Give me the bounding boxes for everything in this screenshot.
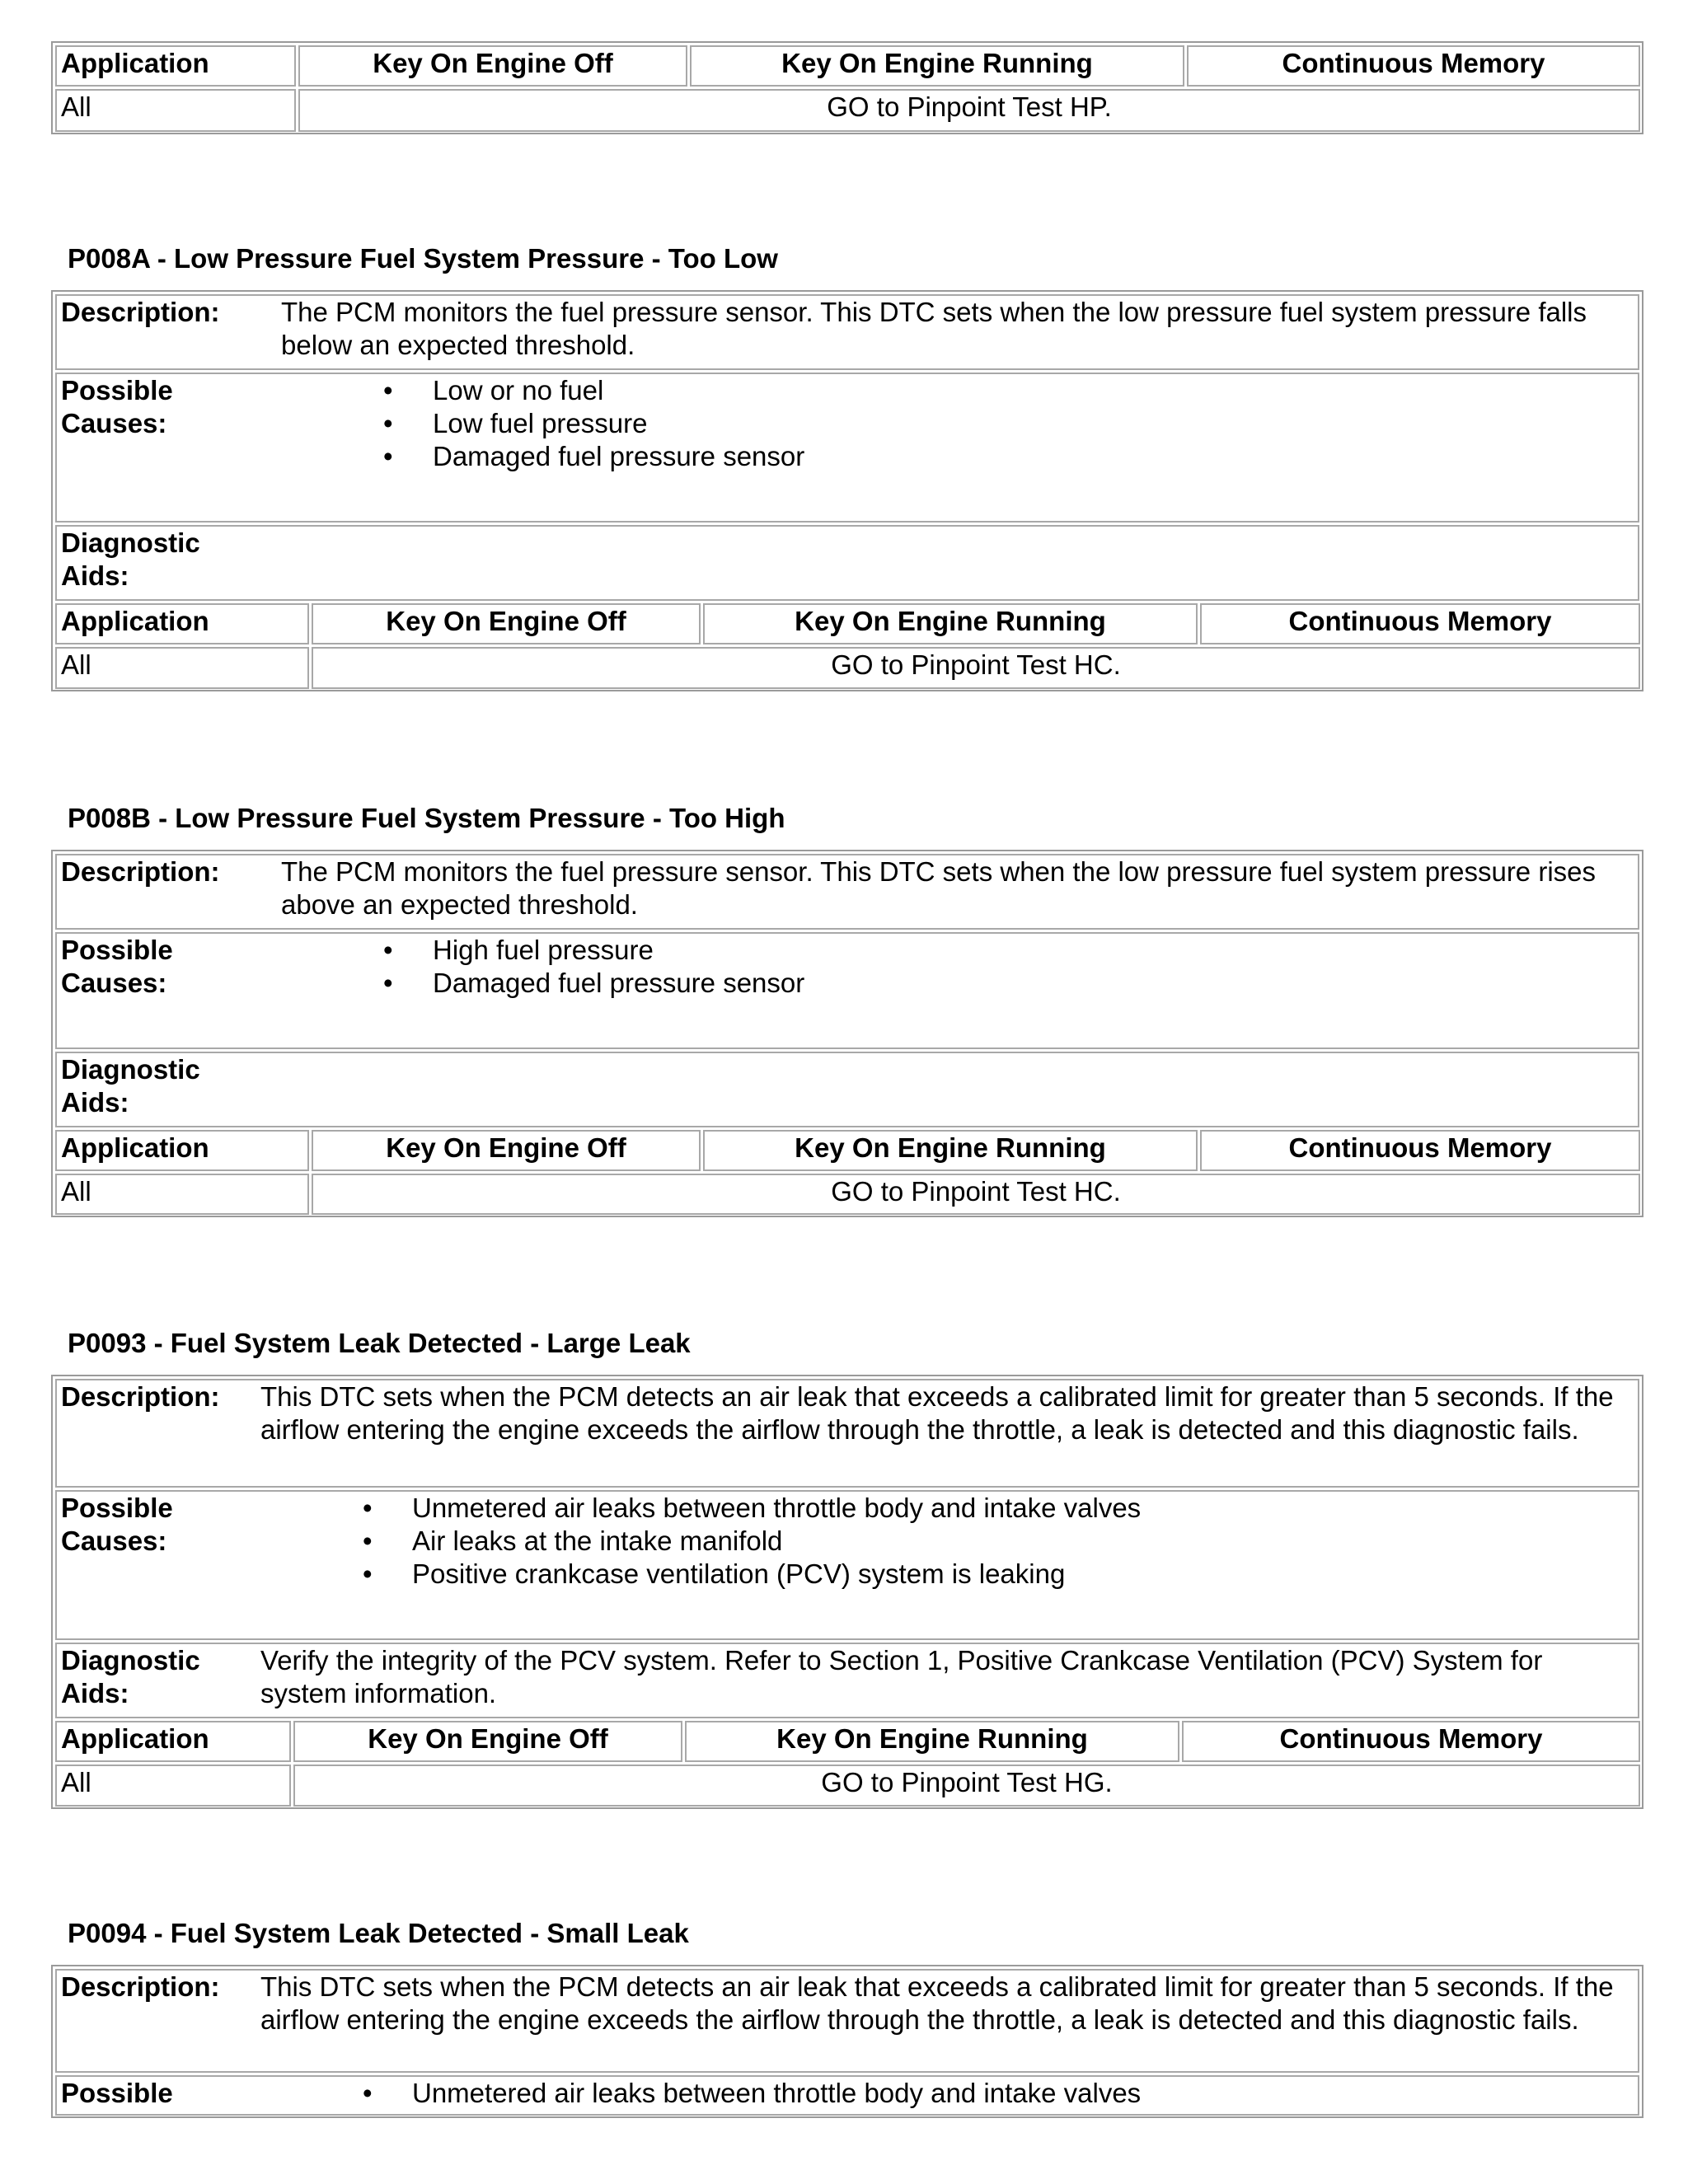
header-application: Application	[55, 45, 296, 87]
description-row	[55, 294, 1639, 370]
list-item: • Positive crankcase ventilation (PCV) system is leaking	[363, 1558, 1141, 1591]
description-row	[55, 1969, 1639, 2073]
dtc-table-p0094	[51, 1965, 1643, 2118]
header-continuous-memory: Continuous Memory	[1200, 1130, 1640, 1171]
application-value: All	[55, 89, 296, 132]
header-continuous-memory: Continuous Memory	[1187, 45, 1640, 87]
list-item: • Low fuel pressure	[383, 407, 804, 440]
list-item: • Unmetered air leaks between throttle body and intake valves	[363, 2077, 1141, 2110]
description-row	[55, 1379, 1639, 1488]
header-continuous-memory: Continuous Memory	[1182, 1721, 1640, 1762]
application-value: All	[55, 1174, 309, 1215]
description-text: The PCM monitors the fuel pressure sensor. This DTC sets when the low pressure fuel system pressure rises above an expected threshold.	[281, 856, 1597, 920]
dtc-table-p008a	[51, 290, 1643, 691]
list-item: • Damaged fuel pressure sensor	[383, 967, 804, 1000]
possible-causes-row	[55, 932, 1639, 1049]
pinpoint-test-action: GO to Pinpoint Test HC.	[312, 1174, 1640, 1215]
description-label: Description:	[61, 1971, 220, 2002]
header-application: Application	[55, 1130, 309, 1171]
list-item: • Low or no fuel	[383, 374, 804, 407]
application-value: All	[55, 647, 309, 689]
header-koeo: Key On Engine Off	[293, 1721, 682, 1762]
dtc-table-p0093	[51, 1375, 1643, 1809]
diagnostic-aids-text: Verify the integrity of the PCV system. Refer to Section 1, Positive Crankcase Ventilation (PCV) System for system information.	[260, 1645, 1543, 1708]
header-koer: Key On Engine Running	[690, 45, 1184, 87]
diagnostic-aids-row	[55, 525, 1639, 601]
pinpoint-test-action: GO to Pinpoint Test HG.	[293, 1765, 1640, 1807]
section-title-p008a: P008A - Low Pressure Fuel System Pressure - Too Low	[68, 243, 778, 274]
top-application-table	[51, 41, 1643, 134]
header-koer: Key On Engine Running	[685, 1721, 1179, 1762]
diagnostic-aids-label: Diagnostic Aids:	[61, 527, 200, 591]
section-title-p0093: P0093 - Fuel System Leak Detected - Large Leak	[68, 1328, 691, 1358]
header-koer: Key On Engine Running	[703, 1130, 1198, 1171]
pinpoint-test-action: GO to Pinpoint Test HP.	[298, 89, 1640, 132]
header-continuous-memory: Continuous Memory	[1200, 603, 1640, 644]
diagnostic-aids-row	[55, 1052, 1639, 1127]
causes-list	[383, 374, 804, 473]
description-row	[55, 854, 1639, 930]
possible-causes-label: Possible Causes:	[61, 1493, 173, 1556]
header-koer: Key On Engine Running	[703, 603, 1198, 644]
header-koeo: Key On Engine Off	[298, 45, 687, 87]
list-item: • High fuel pressure	[383, 934, 804, 967]
list-item: • Air leaks at the intake manifold	[363, 1525, 1141, 1558]
possible-causes-row	[55, 1490, 1639, 1640]
description-label: Description:	[61, 856, 220, 887]
causes-list	[363, 1492, 1141, 1591]
description-label: Description:	[61, 297, 220, 327]
list-item: • Damaged fuel pressure sensor	[383, 440, 804, 473]
possible-causes-row	[55, 2075, 1639, 2116]
diagnostic-aids-label: Diagnostic Aids:	[61, 1645, 200, 1708]
dtc-table-p008b	[51, 850, 1643, 1217]
header-koeo: Key On Engine Off	[312, 603, 701, 644]
causes-list	[383, 934, 804, 1000]
diagnostic-aids-label: Diagnostic Aids:	[61, 1054, 200, 1118]
causes-list	[363, 2077, 1141, 2110]
possible-causes-label: Possible	[61, 2078, 173, 2108]
description-text: This DTC sets when the PCM detects an air leak that exceeds a calibrated limit for greater than 5 seconds. If the airflow entering the engine exceeds the airflow through the throttle, a leak is detected and this diagnostic fails.	[260, 1381, 1614, 1445]
diagnostic-aids-row	[55, 1643, 1639, 1718]
section-title-p008b: P008B - Low Pressure Fuel System Pressure - Too High	[68, 803, 785, 833]
header-application: Application	[55, 603, 309, 644]
description-text: This DTC sets when the PCM detects an air leak that exceeds a calibrated limit for greater than 5 seconds. If the airflow entering the engine exceeds the airflow through the throttle, a leak is detected and this diagnostic fails.	[260, 1971, 1614, 2035]
section-title-p0094: P0094 - Fuel System Leak Detected - Small Leak	[68, 1918, 689, 1948]
description-text: The PCM monitors the fuel pressure sensor. This DTC sets when the low pressure fuel system pressure falls below an expected threshold.	[281, 297, 1587, 360]
list-item: • Unmetered air leaks between throttle body and intake valves	[363, 1492, 1141, 1525]
possible-causes-label: Possible Causes:	[61, 375, 173, 438]
description-label: Description:	[61, 1381, 220, 1412]
possible-causes-row	[55, 373, 1639, 523]
header-koeo: Key On Engine Off	[312, 1130, 701, 1171]
header-application: Application	[55, 1721, 291, 1762]
pinpoint-test-action: GO to Pinpoint Test HC.	[312, 647, 1640, 689]
possible-causes-label: Possible Causes:	[61, 935, 173, 998]
application-value: All	[55, 1765, 291, 1807]
